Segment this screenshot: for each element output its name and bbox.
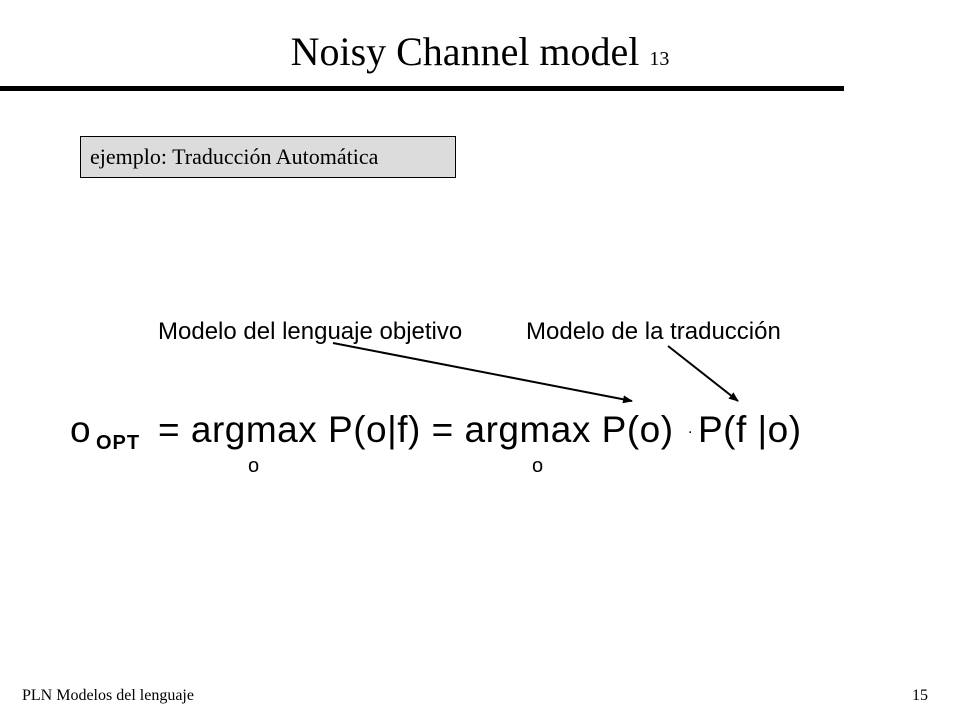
formula-dot: .: [688, 420, 693, 437]
formula: [70, 402, 850, 492]
translation-model-arrow: [668, 346, 738, 401]
slide-title-number: 13: [649, 48, 670, 70]
translation-model-label: Modelo de la traducción: [526, 318, 781, 345]
language-model-label: Modelo del lenguaje objetivo: [158, 318, 463, 345]
example-box: ejemplo: Traducción Automática: [80, 136, 456, 178]
slide-title-text: Noisy Channel model: [290, 29, 640, 74]
formula-argmax-under-2: o: [532, 455, 544, 477]
footer-course-label: PLN Modelos del lenguaje: [22, 687, 194, 704]
formula-main: = argmax P(o|f) = argmax P(o): [158, 409, 674, 450]
formula-o: o: [70, 409, 92, 450]
formula-argmax-under-1: o: [248, 455, 260, 477]
footer-page-number: 15: [912, 687, 928, 704]
formula-opt-subscript: OPT: [96, 432, 141, 454]
language-model-arrow: [333, 343, 632, 401]
formula-translation-term: P(f |o): [698, 409, 802, 450]
